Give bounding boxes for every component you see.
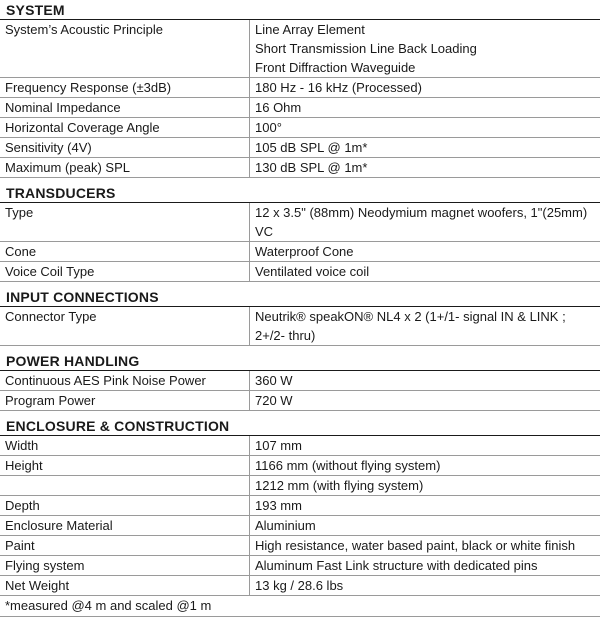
spec-value-line: Aluminum Fast Link structure with dedicated pins xyxy=(255,558,538,573)
spec-key: Flying system xyxy=(0,556,250,575)
spec-value xyxy=(250,371,600,390)
spec-value-line: Waterproof Cone xyxy=(255,244,354,259)
spec-row xyxy=(0,436,600,456)
spec-value xyxy=(250,436,600,455)
spec-value-line: 1212 mm (with flying system) xyxy=(255,478,424,493)
spec-row xyxy=(0,307,600,346)
spec-value xyxy=(250,203,600,241)
spec-value-line: 107 mm xyxy=(255,438,302,453)
spec-value-line: 100° xyxy=(255,120,282,135)
spec-row xyxy=(0,556,600,576)
spec-value xyxy=(250,556,600,575)
spec-value-line: 180 Hz - 16 kHz (Processed) xyxy=(255,80,422,95)
spec-value xyxy=(250,476,600,495)
spec-row xyxy=(0,262,600,282)
spec-value-line: 16 Ohm xyxy=(255,100,302,115)
spec-key: Frequency Response (±3dB) xyxy=(0,78,250,97)
spec-row xyxy=(0,576,600,596)
spec-value xyxy=(250,78,600,97)
spec-value xyxy=(250,98,600,117)
spec-value-line: 720 W xyxy=(255,393,293,408)
spec-value-line: Ventilated voice coil xyxy=(255,264,370,279)
spec-value-line: 13 kg / 28.6 lbs xyxy=(255,578,344,593)
spec-value-line: Line Array Element xyxy=(255,22,365,37)
spec-value-line: 193 mm xyxy=(255,498,302,513)
spec-value xyxy=(250,262,600,281)
spec-key: Voice Coil Type xyxy=(0,262,250,281)
spec-row xyxy=(0,138,600,158)
spec-value-line: High resistance, water based paint, black or white finish xyxy=(255,538,576,553)
spec-value xyxy=(250,138,600,157)
spec-row xyxy=(0,456,600,476)
spec-value xyxy=(250,536,600,555)
spec-value xyxy=(250,456,600,475)
spec-row xyxy=(0,203,600,242)
spec-value-line: 360 W xyxy=(255,373,293,388)
spec-key: Cone xyxy=(0,242,250,261)
spec-value xyxy=(250,516,600,535)
spec-row xyxy=(0,516,600,536)
spec-value-line: 130 dB SPL @ 1m* xyxy=(255,160,368,175)
spec-key xyxy=(0,476,250,495)
spec-key: Enclosure Material xyxy=(0,516,250,535)
section-title: ENCLOSURE & CONSTRUCTION xyxy=(0,416,600,436)
spec-value xyxy=(250,242,600,261)
spec-row xyxy=(0,371,600,391)
spec-row xyxy=(0,78,600,98)
spec-key: Maximum (peak) SPL xyxy=(0,158,250,177)
spec-key: Program Power xyxy=(0,391,250,410)
spec-key: Type xyxy=(0,203,250,241)
spec-value-line: Neutrik® speakON® NL4 x 2 (1+/1- signal IN & LINK ; 2+/2- thru) xyxy=(255,309,566,343)
spec-key: Sensitivity (4V) xyxy=(0,138,250,157)
spec-value xyxy=(250,158,600,177)
spec-row xyxy=(0,118,600,138)
spec-value xyxy=(250,20,600,77)
spec-key: Nominal Impedance xyxy=(0,98,250,117)
spec-value-line: 105 dB SPL @ 1m* xyxy=(255,140,368,155)
spec-value-line: 12 x 3.5" (88mm) Neodymium magnet woofers, 1"(25mm) VC xyxy=(255,205,588,239)
section-title: POWER HANDLING xyxy=(0,351,600,371)
spec-key: Paint xyxy=(0,536,250,555)
spec-row xyxy=(0,242,600,262)
spec-row xyxy=(0,496,600,516)
spec-key: Connector Type xyxy=(0,307,250,345)
spec-key: Width xyxy=(0,436,250,455)
spec-key: Depth xyxy=(0,496,250,515)
spec-row xyxy=(0,536,600,556)
section-title: INPUT CONNECTIONS xyxy=(0,287,600,307)
spec-row xyxy=(0,98,600,118)
spec-value-line: 1166 mm (without flying system) xyxy=(255,458,441,473)
spec-row xyxy=(0,158,600,178)
spec-key: Horizontal Coverage Angle xyxy=(0,118,250,137)
spec-key: Height xyxy=(0,456,250,475)
spec-value xyxy=(250,576,600,595)
spec-key: Net Weight xyxy=(0,576,250,595)
spec-row xyxy=(0,476,600,496)
spec-value xyxy=(250,307,600,345)
spec-key: System’s Acoustic Principle xyxy=(0,20,250,77)
spec-value-line: Front Diffraction Waveguide xyxy=(255,60,416,75)
spec-key: Continuous AES Pink Noise Power xyxy=(0,371,250,390)
section-title: TRANSDUCERS xyxy=(0,183,600,203)
spec-row xyxy=(0,391,600,411)
spec-value xyxy=(250,496,600,515)
spec-value-line: Short Transmission Line Back Loading xyxy=(255,41,477,56)
spec-value xyxy=(250,391,600,410)
spec-value-line: Aluminium xyxy=(255,518,316,533)
spec-row xyxy=(0,20,600,78)
spec-value xyxy=(250,118,600,137)
section-title: SYSTEM xyxy=(0,0,600,20)
footnote: *measured @4 m and scaled @1 m xyxy=(0,596,600,617)
